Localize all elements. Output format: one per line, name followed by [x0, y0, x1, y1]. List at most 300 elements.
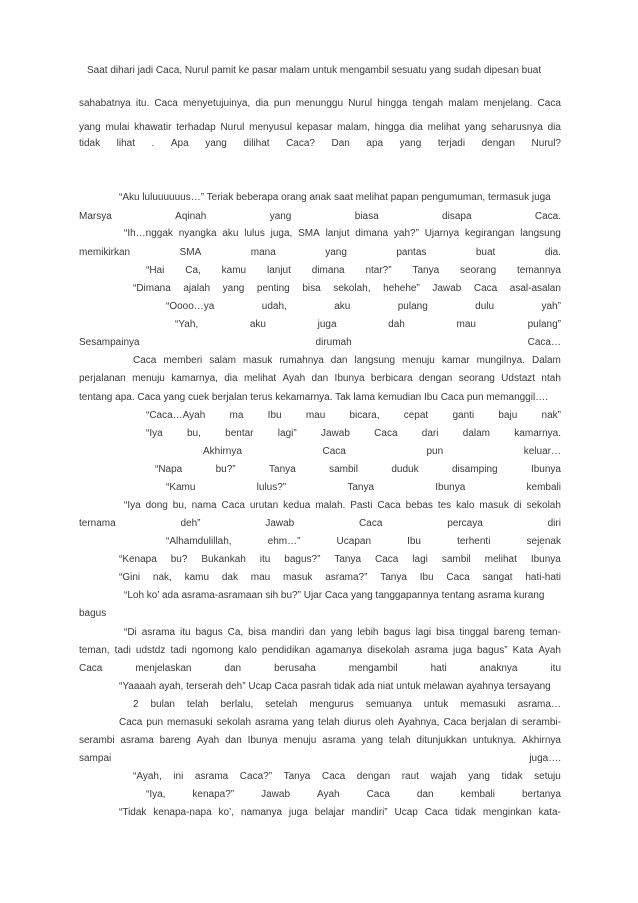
word: bareng — [493, 627, 525, 638]
word: Sesampainya — [79, 337, 140, 348]
word: “Napa — [155, 464, 183, 475]
word: di — [513, 500, 522, 511]
word: raut — [401, 771, 419, 782]
word: Nurul — [220, 122, 245, 133]
text-line — [79, 138, 561, 150]
text-line — [146, 789, 561, 801]
word: Ibunya — [530, 554, 561, 565]
word: Apa — [170, 138, 189, 149]
word: memasuki — [460, 699, 506, 710]
word: sahabatnya — [79, 98, 131, 109]
word: dia — [255, 98, 269, 109]
word: menuju — [132, 373, 165, 384]
word: dimana — [311, 265, 345, 276]
word: “Di — [124, 627, 137, 638]
word: dalam — [462, 428, 491, 439]
word: nama — [191, 500, 217, 511]
word: Ca, — [227, 627, 244, 638]
word: lagi — [412, 554, 428, 565]
word: Caca — [473, 283, 498, 294]
word: nyangka — [178, 228, 217, 239]
word: “Ayah, — [133, 771, 162, 782]
word: bu?” — [215, 464, 236, 475]
word: Jawab — [432, 283, 462, 294]
word: teman- — [529, 627, 561, 638]
word: sambil — [329, 464, 358, 475]
word: lebih — [357, 627, 379, 638]
word: mungilnya. — [476, 355, 525, 366]
text-line: bagus — [79, 608, 107, 619]
word: serambi- — [522, 717, 561, 728]
word: lulus — [244, 228, 265, 239]
word: Caca. — [534, 211, 561, 222]
word: malam, — [337, 122, 370, 133]
word: “Oooo…ya — [166, 301, 215, 312]
word: oleh — [374, 717, 394, 728]
word: mengambil — [348, 663, 398, 674]
text-line: tentang apa. Caca yang cuek berjalan terus kekamarnya. Tak lama kemudian Ibu Caca pun memanggil…. — [79, 392, 548, 403]
text-line — [124, 500, 561, 512]
word: asrama… — [517, 699, 561, 710]
word: . — [151, 138, 155, 149]
word: memikirkan — [79, 247, 131, 258]
text-line — [79, 373, 561, 385]
text-line — [166, 482, 561, 494]
word: diri — [547, 518, 561, 529]
word: kepasar — [296, 122, 333, 133]
word: pantas — [396, 247, 427, 258]
word: Caca — [443, 717, 467, 728]
word: yang — [399, 138, 422, 149]
word: ajalah — [183, 283, 211, 294]
word: kamu — [184, 572, 210, 583]
word: “Alhamdulillah, — [166, 536, 232, 547]
text-line — [79, 735, 561, 747]
word: menuju — [283, 735, 317, 746]
word: teman, — [79, 645, 110, 656]
word: kamarnya, — [171, 373, 218, 384]
word: aku — [249, 319, 266, 330]
word: telah — [388, 735, 411, 746]
word: asrama?” — [325, 572, 368, 583]
word: bu, — [186, 428, 201, 439]
word: Ujarnya — [424, 228, 460, 239]
word: Caca — [375, 554, 399, 565]
word: mandiri” — [351, 807, 388, 818]
word: Tanya — [412, 265, 440, 276]
word: tadi — [114, 645, 131, 656]
word: dengan — [481, 138, 515, 149]
word: Caca — [79, 663, 103, 674]
word: Caca? — [286, 138, 315, 149]
word: Caca — [119, 717, 143, 728]
word: ma — [229, 410, 244, 421]
word: Ibu — [407, 536, 421, 547]
word: lagi” — [277, 428, 297, 439]
word: bagus — [383, 627, 411, 638]
text-line: “Aku luluuuuuus…” Teriak beberapa orang anak saat melihat papan pengumuman, termasuk juga — [119, 192, 551, 203]
word: untuknya. — [472, 735, 517, 746]
word: disamping — [451, 464, 498, 475]
word: juga — [317, 319, 337, 330]
word: mana — [250, 247, 276, 258]
text-line — [79, 122, 561, 134]
text-line — [124, 228, 561, 240]
word: lihat — [116, 138, 136, 149]
word: Ayahnya, — [397, 717, 440, 728]
word: Caca — [366, 789, 390, 800]
word: 2 — [133, 699, 139, 710]
word: Kata — [512, 645, 534, 656]
word: bagus?” — [284, 554, 321, 565]
word: asal-asalan — [509, 283, 561, 294]
word: lagi — [415, 627, 432, 638]
word: udah, — [261, 301, 287, 312]
word: Ibunya — [247, 735, 278, 746]
word: dong — [145, 500, 168, 511]
text-line — [119, 807, 561, 819]
word: baju — [498, 410, 518, 421]
word: ternama — [79, 518, 116, 529]
word: seorang — [460, 265, 497, 276]
word: pun — [273, 98, 291, 109]
word: dah — [388, 319, 405, 330]
word: itu — [550, 663, 561, 674]
word: sejenak — [526, 536, 561, 547]
word: melihat — [484, 554, 517, 565]
word: pulang” — [527, 319, 561, 330]
word: Pasti — [350, 500, 373, 511]
word: sekolah — [216, 717, 252, 728]
text-line — [146, 428, 561, 440]
word: dia — [547, 122, 561, 133]
word: “Iya — [146, 428, 163, 439]
word: apa — [366, 138, 384, 149]
word: sekolah, — [333, 283, 371, 294]
word: berjalan — [470, 717, 507, 728]
word: yang — [330, 627, 353, 638]
word: bebas — [405, 500, 433, 511]
word: lanjut — [266, 265, 291, 276]
word: “Tidak — [119, 807, 147, 818]
word: mau — [305, 410, 326, 421]
word: ntar?” — [365, 265, 392, 276]
word: Caca — [424, 807, 449, 818]
word: juga…. — [529, 753, 561, 764]
word: telah — [186, 699, 209, 710]
word: khawatir — [134, 122, 172, 133]
word: udstdz — [135, 645, 166, 656]
word: yang — [292, 717, 315, 728]
word: rumahnya — [279, 355, 324, 366]
word: dengan — [356, 771, 391, 782]
word: dulu — [475, 301, 495, 312]
word: temannya — [517, 265, 561, 276]
word: kalo — [238, 645, 257, 656]
word: hati — [430, 663, 447, 674]
word: mengurus — [309, 699, 354, 710]
word: yang — [222, 283, 245, 294]
word: Ibunya — [435, 482, 466, 493]
word: bagus” — [477, 645, 508, 656]
word: dia. — [544, 247, 561, 258]
word: telah — [318, 717, 340, 728]
word: serambi — [79, 735, 115, 746]
text-line — [119, 572, 561, 584]
word: sampai — [79, 753, 112, 764]
word: hati-hati — [525, 572, 561, 583]
word: berbicara — [370, 373, 413, 384]
word: SMA — [298, 228, 320, 239]
word: bisa — [248, 627, 267, 638]
word: Caca — [374, 428, 398, 439]
word: “Dimana — [133, 283, 171, 294]
text-line — [79, 753, 561, 765]
word: itu — [259, 554, 271, 565]
word: kamar — [441, 355, 470, 366]
word: masuk — [242, 355, 273, 366]
word: asrama — [322, 735, 356, 746]
word: Jawab — [265, 518, 295, 529]
word: aku — [222, 228, 239, 239]
word: Marsya — [79, 211, 112, 222]
word: “Hai — [146, 265, 165, 276]
word: buat — [475, 247, 496, 258]
word: Tanya — [283, 771, 311, 782]
word: “Ih…nggak — [124, 228, 173, 239]
word: pun — [146, 717, 164, 728]
word: Bukankah — [201, 554, 246, 565]
word: di — [510, 717, 519, 728]
word: urutan — [249, 500, 279, 511]
word: hingga — [377, 98, 408, 109]
word: tes — [437, 500, 452, 511]
word: yang — [79, 122, 101, 133]
word: nak” — [541, 410, 561, 421]
word: hehehe” — [383, 283, 420, 294]
word: Nurul? — [531, 138, 561, 149]
word: Caca — [446, 572, 470, 583]
word: dan — [224, 663, 242, 674]
word: Caca — [537, 98, 561, 109]
word: wajah — [430, 771, 457, 782]
word: juga — [453, 645, 472, 656]
word: Caca — [377, 500, 401, 511]
word: mau — [456, 319, 476, 330]
word: bisa — [302, 283, 321, 294]
word: Caca — [154, 98, 178, 109]
text-line — [119, 717, 561, 729]
word: dan — [309, 627, 326, 638]
word: melihat — [243, 373, 277, 384]
word: tadi — [170, 645, 187, 656]
word: Caca… — [527, 337, 561, 348]
word: Ayah — [196, 735, 220, 746]
word: asrama — [414, 645, 448, 656]
word: nak, — [152, 572, 172, 583]
word: Dalam — [531, 355, 561, 366]
word: deh” — [180, 518, 201, 529]
word: menginkan — [482, 807, 532, 818]
word: bagus — [195, 627, 223, 638]
word: seharusnya — [491, 122, 543, 133]
word: tinggal — [459, 627, 489, 638]
word: kenapa-napa — [153, 807, 212, 818]
word: masuk — [479, 500, 509, 511]
word: Jawab — [320, 428, 350, 439]
word: ntah — [541, 373, 561, 384]
word: setelah — [265, 699, 298, 710]
word: dak — [221, 572, 238, 583]
word: “Iya, — [146, 789, 166, 800]
word: juga — [288, 807, 308, 818]
word: Ayah — [282, 373, 306, 384]
word: namanya — [240, 807, 283, 818]
word: “Gini — [119, 572, 141, 583]
text-line — [133, 355, 561, 367]
word: pulang — [397, 301, 428, 312]
word: agamanya — [315, 645, 363, 656]
word: seorang — [458, 373, 495, 384]
text-line — [146, 410, 561, 422]
word: Dan — [331, 138, 350, 149]
word: menjelaskan — [135, 663, 192, 674]
word: dan — [330, 355, 348, 366]
word: lulus?” — [256, 482, 287, 493]
word: bentar — [225, 428, 254, 439]
word: semuanya — [365, 699, 412, 710]
word: tidak — [501, 771, 523, 782]
word: “Caca…Ayah — [146, 410, 206, 421]
word: ngomong — [191, 645, 234, 656]
word: ko’, — [218, 807, 235, 818]
word: anaknya — [479, 663, 518, 674]
word: diurus — [343, 717, 371, 728]
text-line — [175, 319, 561, 331]
word: “Yah, — [175, 319, 199, 330]
word: juga, — [270, 228, 293, 239]
word: melihat — [427, 122, 460, 133]
word: pendidikan — [261, 645, 311, 656]
text-line — [133, 283, 561, 295]
word: Akhirnya — [203, 446, 242, 457]
word: SMA — [179, 247, 202, 258]
word: Caca — [322, 446, 346, 457]
word: menuju — [402, 355, 435, 366]
word: pun — [426, 446, 444, 457]
word: duduk — [391, 464, 419, 475]
word: bisa — [436, 627, 455, 638]
text-line — [166, 301, 561, 313]
word: Tanya — [347, 482, 375, 493]
word: dengan — [418, 373, 453, 384]
word: kamarnya. — [514, 428, 561, 439]
word: Ucapan — [336, 536, 372, 547]
text-line — [79, 663, 561, 675]
word: Ibunya — [334, 373, 365, 384]
word: menyetujuinya, — [182, 98, 251, 109]
word: Ibunya — [530, 464, 561, 475]
word: Caca — [133, 355, 157, 366]
word: Tanya — [334, 554, 362, 565]
word: terhenti — [457, 536, 491, 547]
word: kegirangan — [464, 228, 515, 239]
text-line: “Yaaaah ayah, terserah deh” Ucap Caca pasrah tidak ada niat untuk melawan ayahnya tersayang — [119, 681, 551, 692]
word: “Kenapa — [119, 554, 157, 565]
word: bu, — [172, 500, 187, 511]
word: Udstazt — [501, 373, 536, 384]
word: dan — [311, 373, 329, 384]
word: Caca — [321, 771, 346, 782]
word: salam — [209, 355, 236, 366]
text-line: Saat dihari jadi Caca, Nurul pamit ke pasar malam untuk mengambil sesuatu yang sudah dipesan buat — [87, 65, 542, 76]
word: sekolah — [526, 500, 561, 511]
word: tengah — [412, 98, 444, 109]
word: memberi — [163, 355, 203, 366]
word: dimana — [355, 228, 389, 239]
text-line — [119, 554, 561, 566]
word: Tanya — [380, 572, 407, 583]
word: lanjut — [325, 228, 350, 239]
word: mandiri — [271, 627, 305, 638]
text-line — [124, 627, 561, 639]
word: aku — [334, 301, 351, 312]
word: perjalanan — [79, 373, 126, 384]
word: dia — [224, 373, 238, 384]
text-line — [166, 536, 561, 548]
word: kamu — [221, 265, 247, 276]
word: yang — [468, 771, 490, 782]
word: belajar — [314, 807, 345, 818]
word: asrama — [255, 717, 289, 728]
word: yah” — [541, 301, 561, 312]
word: Tanya — [269, 464, 296, 475]
word: “Kamu — [166, 482, 196, 493]
word: percaya — [447, 518, 483, 529]
word: dan — [416, 789, 434, 800]
word: Aqinah — [175, 211, 207, 222]
word: tidak — [79, 138, 101, 149]
word: malah. — [315, 500, 346, 511]
word: “Iya — [124, 500, 141, 511]
text-line — [133, 771, 561, 783]
word: berusaha — [274, 663, 316, 674]
word: bicara, — [349, 410, 380, 421]
word: menunggu — [295, 98, 344, 109]
text-line — [79, 211, 561, 223]
word: mulai — [105, 122, 130, 133]
word: kalo — [456, 500, 475, 511]
word: langsung — [520, 228, 561, 239]
word: ganti — [452, 410, 475, 421]
word: dia — [409, 122, 423, 133]
word: Ucap — [394, 807, 418, 818]
text-line — [79, 645, 561, 657]
word: itu. — [135, 98, 150, 109]
word: malam — [448, 98, 479, 109]
word: untuk — [423, 699, 449, 710]
word: berlalu, — [220, 699, 254, 710]
word: terjadi — [437, 138, 466, 149]
word: Ibu — [419, 572, 434, 583]
word: yang — [361, 735, 384, 746]
word: sangat — [482, 572, 513, 583]
word: Ibu — [267, 410, 282, 421]
word: itu — [179, 627, 191, 638]
word: yang — [205, 138, 227, 149]
word: disekolah — [367, 645, 410, 656]
word: bertanya — [521, 789, 561, 800]
